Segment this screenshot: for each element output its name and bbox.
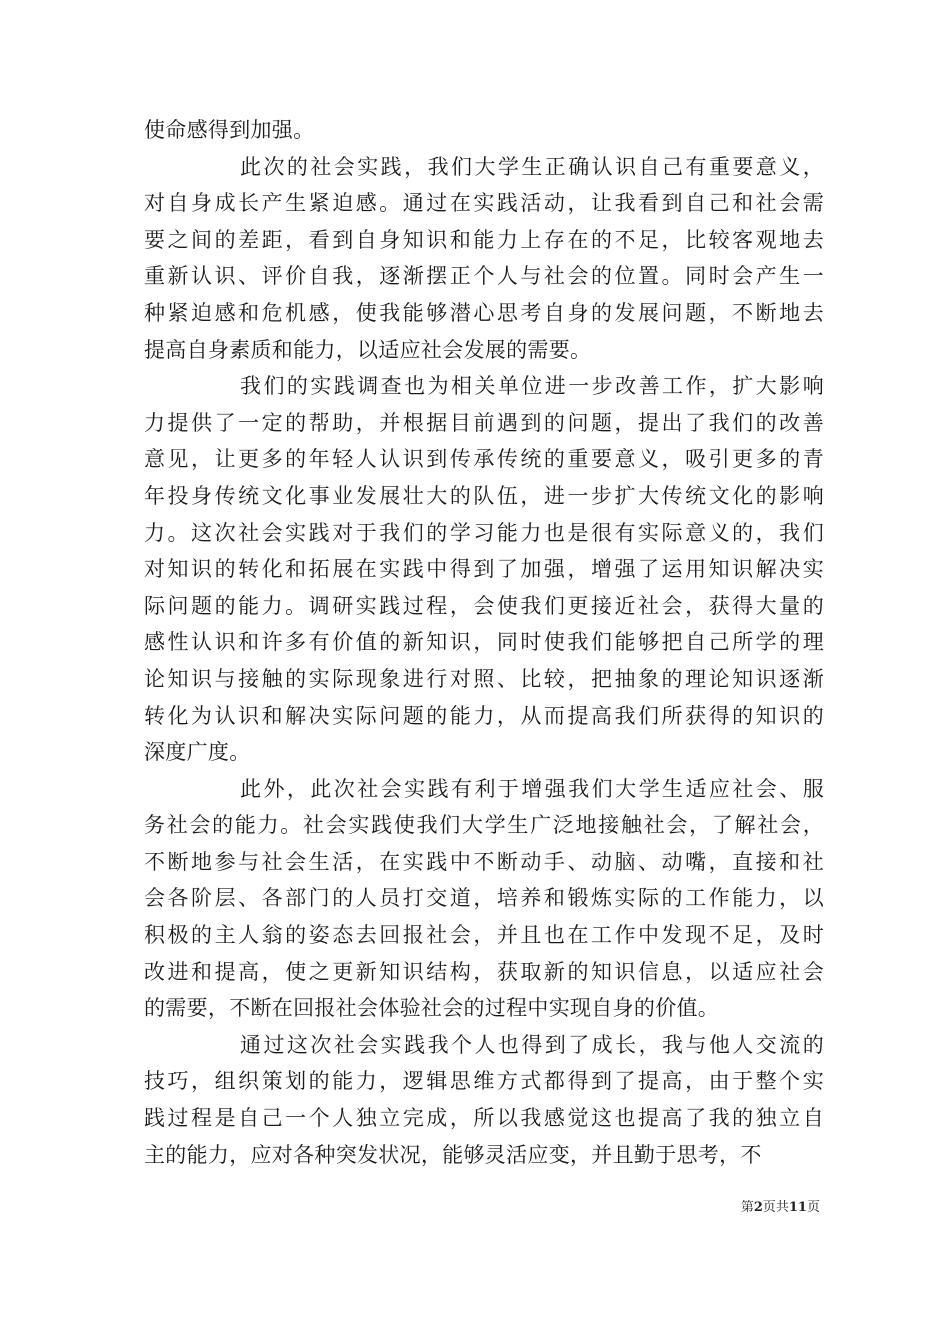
document-body (144, 112, 824, 1173)
paragraph-line: 不断地参与社会生活，在实践中不断动手、动脑、动嘴，直接和社 (144, 849, 824, 874)
paragraph-line: 的需要，不断在回报社会体验社会的过程中实现自身的价值。 (144, 996, 720, 1021)
paragraph-line: 意见，让更多的年轻人认识到传承传统的重要意义，吸引更多的青 (144, 447, 824, 472)
paragraph-line: 要之间的差距，看到自身知识和能力上存在的不足，比较客观地去 (144, 227, 824, 252)
footer-suffix: 页 (806, 1200, 820, 1215)
paragraph-line: 对自身成长产生紧迫感。通过在实践活动，让我看到自己和社会需 (144, 191, 824, 216)
paragraph-line: 重新认识、评价自我，逐渐摆正个人与社会的位置。同时会产生一 (144, 264, 824, 289)
footer-prefix: 第 (740, 1200, 754, 1215)
paragraph (144, 112, 824, 149)
paragraph-line: 力。这次社会实践对于我们的学习能力也是很有实际意义的，我们 (144, 520, 824, 545)
paragraph-line: 我们的实践调查也为相关单位进一步改善工作，扩大影响 (240, 374, 824, 399)
paragraph-line: 年投身传统文化事业发展壮大的队伍，进一步扩大传统文化的影响 (144, 483, 824, 508)
paragraph-line: 感性认识和许多有价值的新知识，同时使我们能够把自己所学的理 (144, 630, 824, 655)
paragraph (144, 368, 824, 771)
paragraph-line: 对知识的转化和拓展在实践中得到了加强，增强了运用知识解决实 (144, 557, 824, 582)
paragraph-line: 使命感得到加强。 (144, 118, 315, 142)
paragraph-line: 改进和提高，使之更新知识结构，获取新的知识信息，以适应社会 (144, 959, 824, 984)
paragraph (144, 149, 824, 369)
current-page-number: 2 (753, 1200, 763, 1215)
paragraph-line: 深度广度。 (144, 740, 251, 765)
paragraph-line: 积极的主人翁的姿态去回报社会，并且也在工作中发现不足，及时 (144, 923, 824, 948)
paragraph-line: 践过程是自己一个人独立完成，所以我感觉这也提高了我的独立自 (144, 1106, 824, 1131)
paragraph-line: 会各阶层、各部门的人员打交道，培养和锻炼实际的工作能力，以 (144, 886, 824, 911)
paragraph-line: 务社会的能力。社会实践使我们大学生广泛地接触社会，了解社会， (144, 813, 824, 838)
paragraph-line: 力提供了一定的帮助，并根据目前遇到的问题，提出了我们的改善 (144, 410, 824, 435)
paragraph (144, 771, 824, 1027)
paragraph-line: 际问题的能力。调研实践过程，会使我们更接近社会，获得大量的 (144, 593, 824, 618)
total-page-number: 11 (788, 1200, 807, 1215)
paragraph-line: 论知识与接触的实际现象进行对照、比较，把抽象的理论知识逐渐 (144, 666, 824, 691)
page-footer (640, 1196, 820, 1215)
paragraph-line: 技巧，组织策划的能力，逻辑思维方式都得到了提高，由于整个实 (144, 1069, 824, 1094)
paragraph-line: 此次的社会实践，我们大学生正确认识自己有重要意义， (240, 154, 824, 179)
paragraph-line: 提高自身素质和能力，以适应社会发展的需要。 (144, 337, 592, 362)
footer-middle: 页共 (762, 1200, 789, 1215)
paragraph-line: 通过这次社会实践我个人也得到了成长，我与他人交流的 (240, 1032, 824, 1057)
paragraph-line: 此外，此次社会实践有利于增强我们大学生适应社会、服 (240, 776, 824, 801)
paragraph-line: 转化为认识和解决实际问题的能力，从而提高我们所获得的知识的 (144, 703, 824, 728)
paragraph-line: 主的能力，应对各种突发状况，能够灵活应变，并且勤于思考，不 (144, 1142, 762, 1167)
paragraph-line: 种紧迫感和危机感，使我能够潜心思考自身的发展问题，不断地去 (144, 300, 824, 325)
paragraph (144, 1027, 824, 1173)
